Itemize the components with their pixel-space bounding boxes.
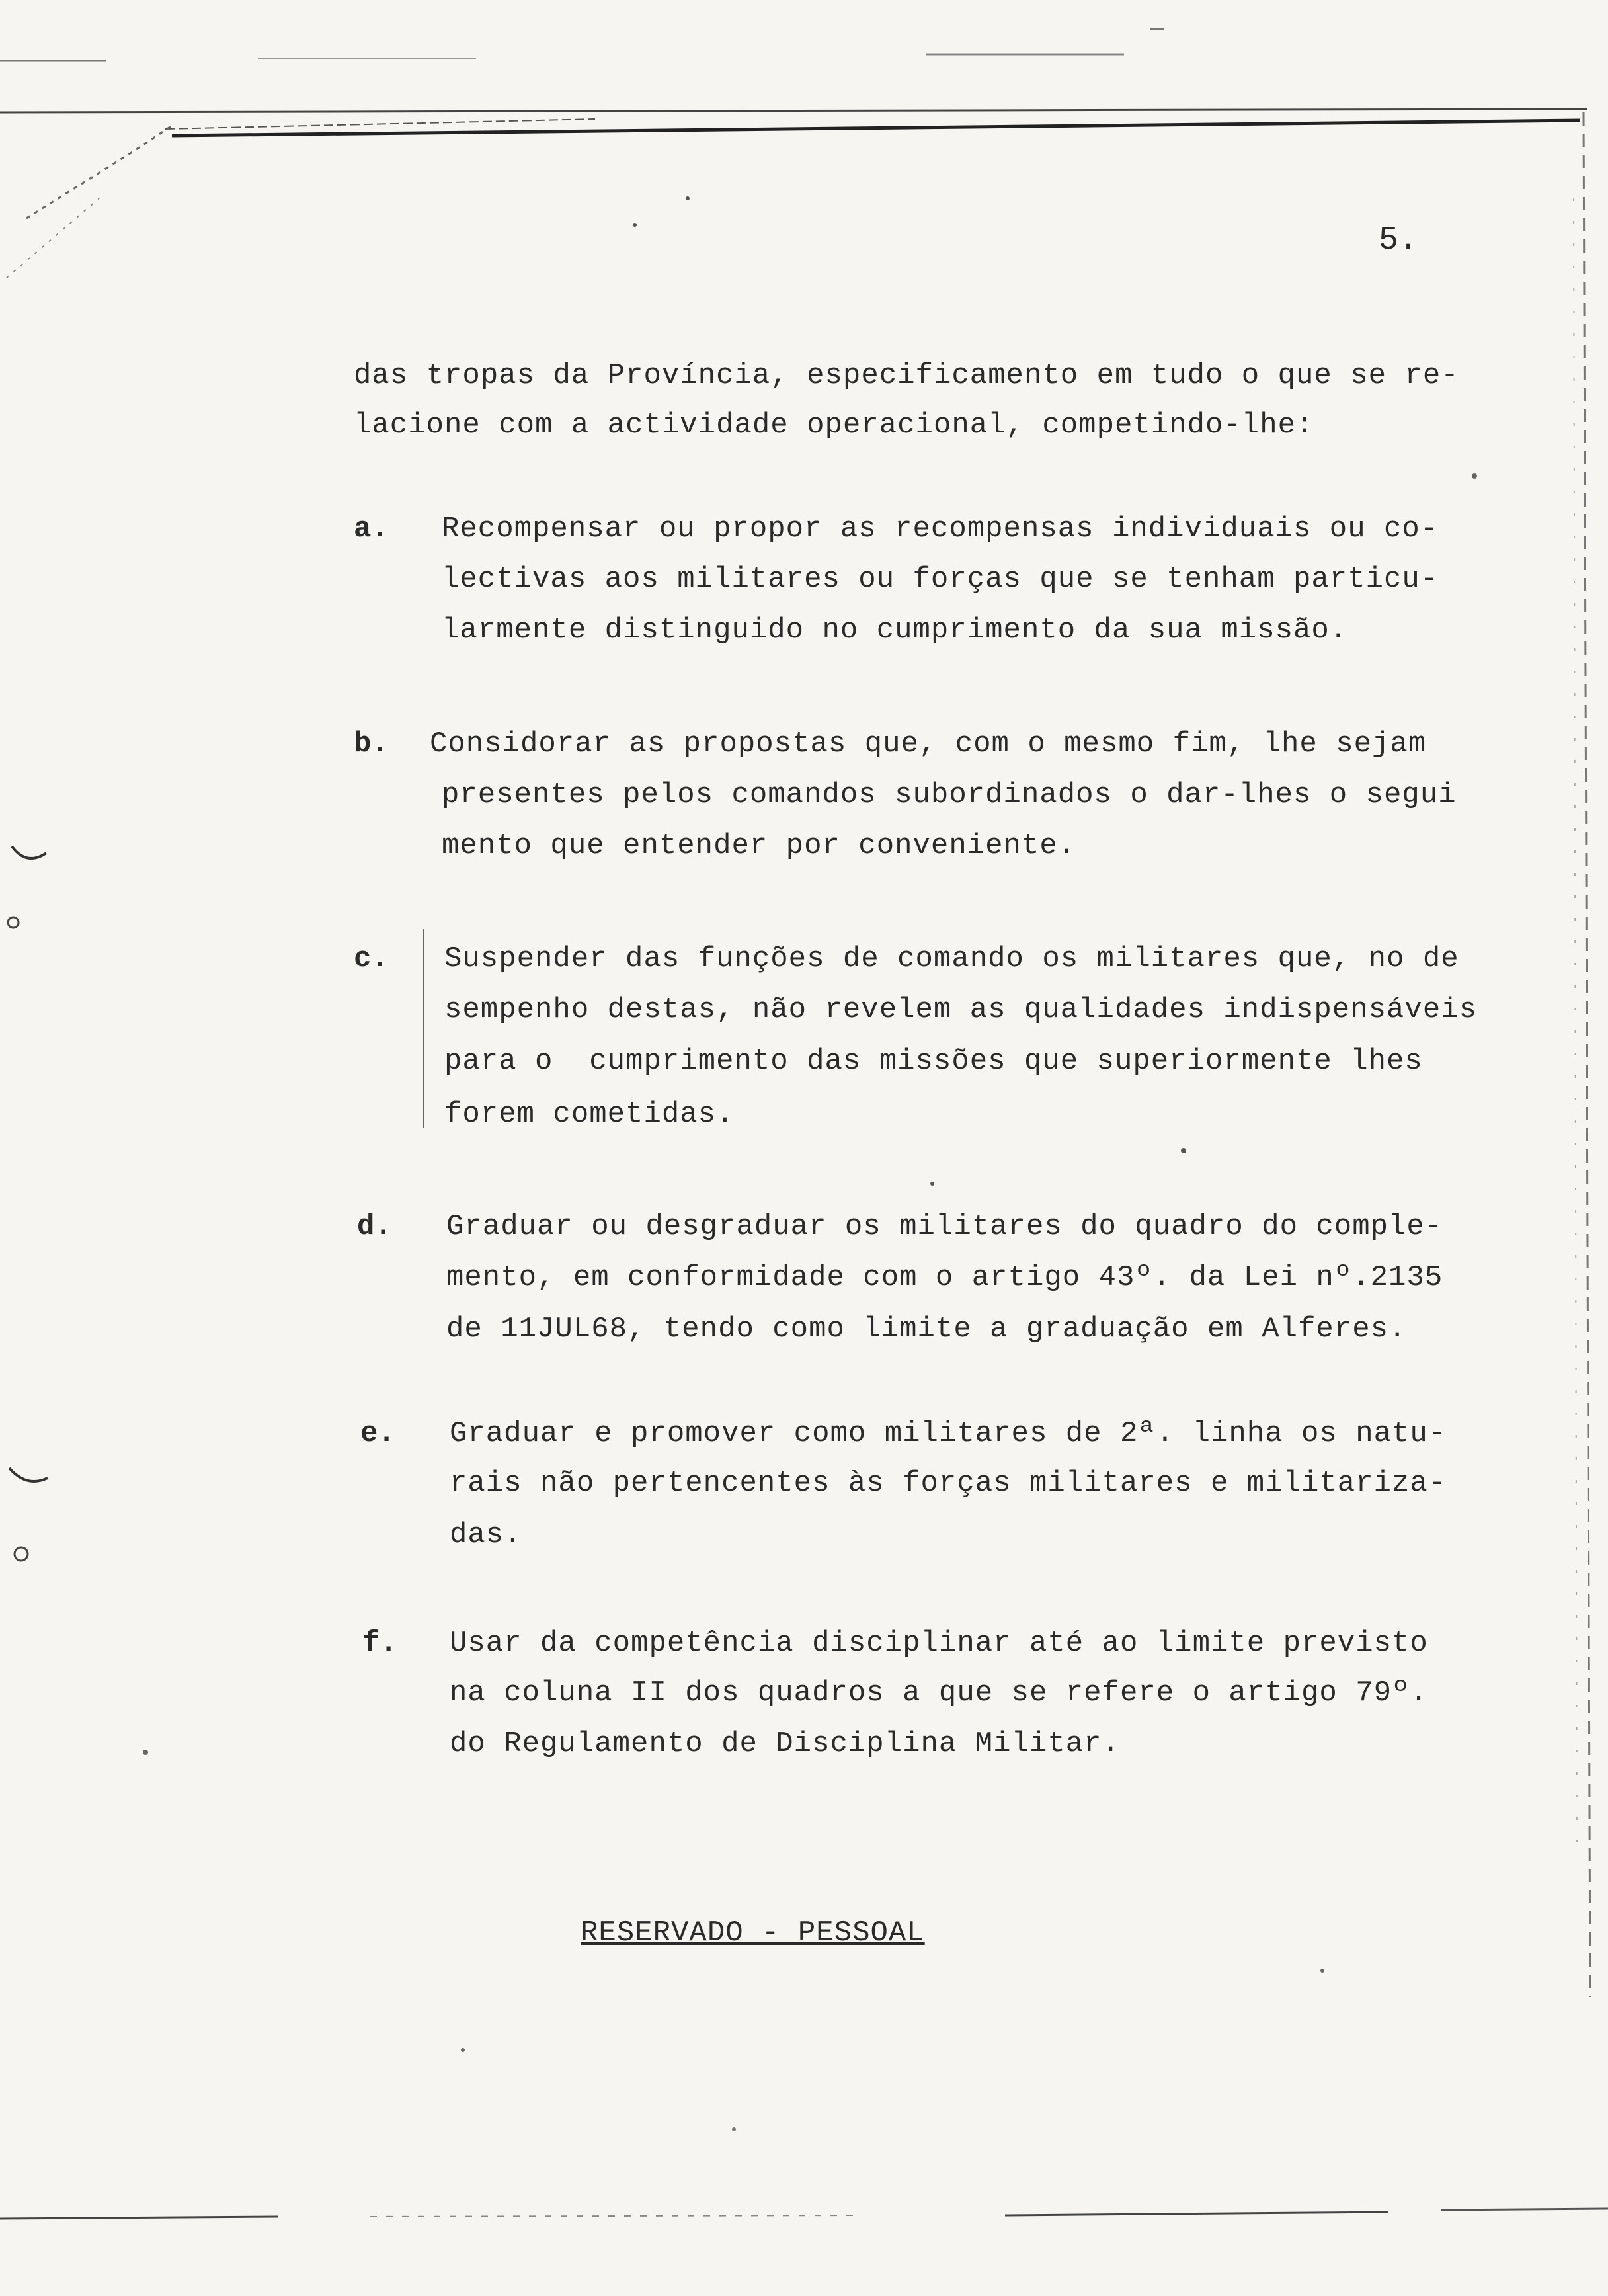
item-e-line: Graduar e promover como militares de 2ª. linha os natu- [450,1417,1447,1450]
item-c-line: sempenho destas, não revelem as qualidades indispensáveis [444,993,1478,1026]
item-e-line: rais não pertencentes às forças militares e militariza- [450,1467,1447,1500]
intro-line: das tropas da Província, especificamento em tudo o que se re- [354,359,1459,392]
item-d-line: mento, em conformidade com o artigo 43º. da Lei nº.2135 [446,1261,1443,1294]
item-d-line: de 11JUL68, tendo como limite a graduação em Alferes. [446,1313,1407,1346]
item-c-line: para o cumprimento das missões que superiormente lhes [444,1045,1423,1078]
item-f-line: na coluna II dos quadros a que se refere o artigo 79º. [450,1676,1428,1709]
item-letter-f: f. [362,1627,397,1660]
item-f-line: do Regulamento de Disciplina Militar. [450,1727,1120,1760]
item-b-line: mento que entender por conveniente. [442,829,1076,862]
item-f-line: Usar da competência disciplinar até ao limite previsto [450,1627,1428,1660]
page-number: 5. [1379,222,1419,259]
item-a-line: lectivas aos militares ou forças que se tenham particu- [442,563,1439,596]
item-letter-d: d. [357,1210,392,1243]
item-letter-a: a. [354,512,389,546]
item-b-line: presentes pelos comandos subordinados o dar-lhes o segui [442,778,1457,811]
item-c-line: Suspender das funções de comando os militares que, no de [444,942,1459,975]
item-c-line: forem cometidas. [444,1098,735,1131]
item-a-line: Recompensar ou propor as recompensas individuais ou co- [442,512,1439,546]
margin-mark [423,929,424,1128]
item-letter-e: e. [360,1417,395,1450]
item-letter-c: c. [354,942,389,975]
item-a-line: larmente distinguido no cumprimento da sua missão. [442,614,1348,647]
item-letter-b: b. [354,727,389,760]
item-b-line: Considorar as propostas que, com o mesmo fim, lhe sejam [430,727,1427,760]
classification-footer: RESERVADO - PESSOAL [581,1916,925,1949]
item-e-line: das. [450,1518,522,1551]
intro-line: lacione com a actividade operacional, competindo-lhe: [354,409,1314,442]
item-d-line: Graduar ou desgraduar os militares do quadro do comple- [446,1210,1443,1243]
